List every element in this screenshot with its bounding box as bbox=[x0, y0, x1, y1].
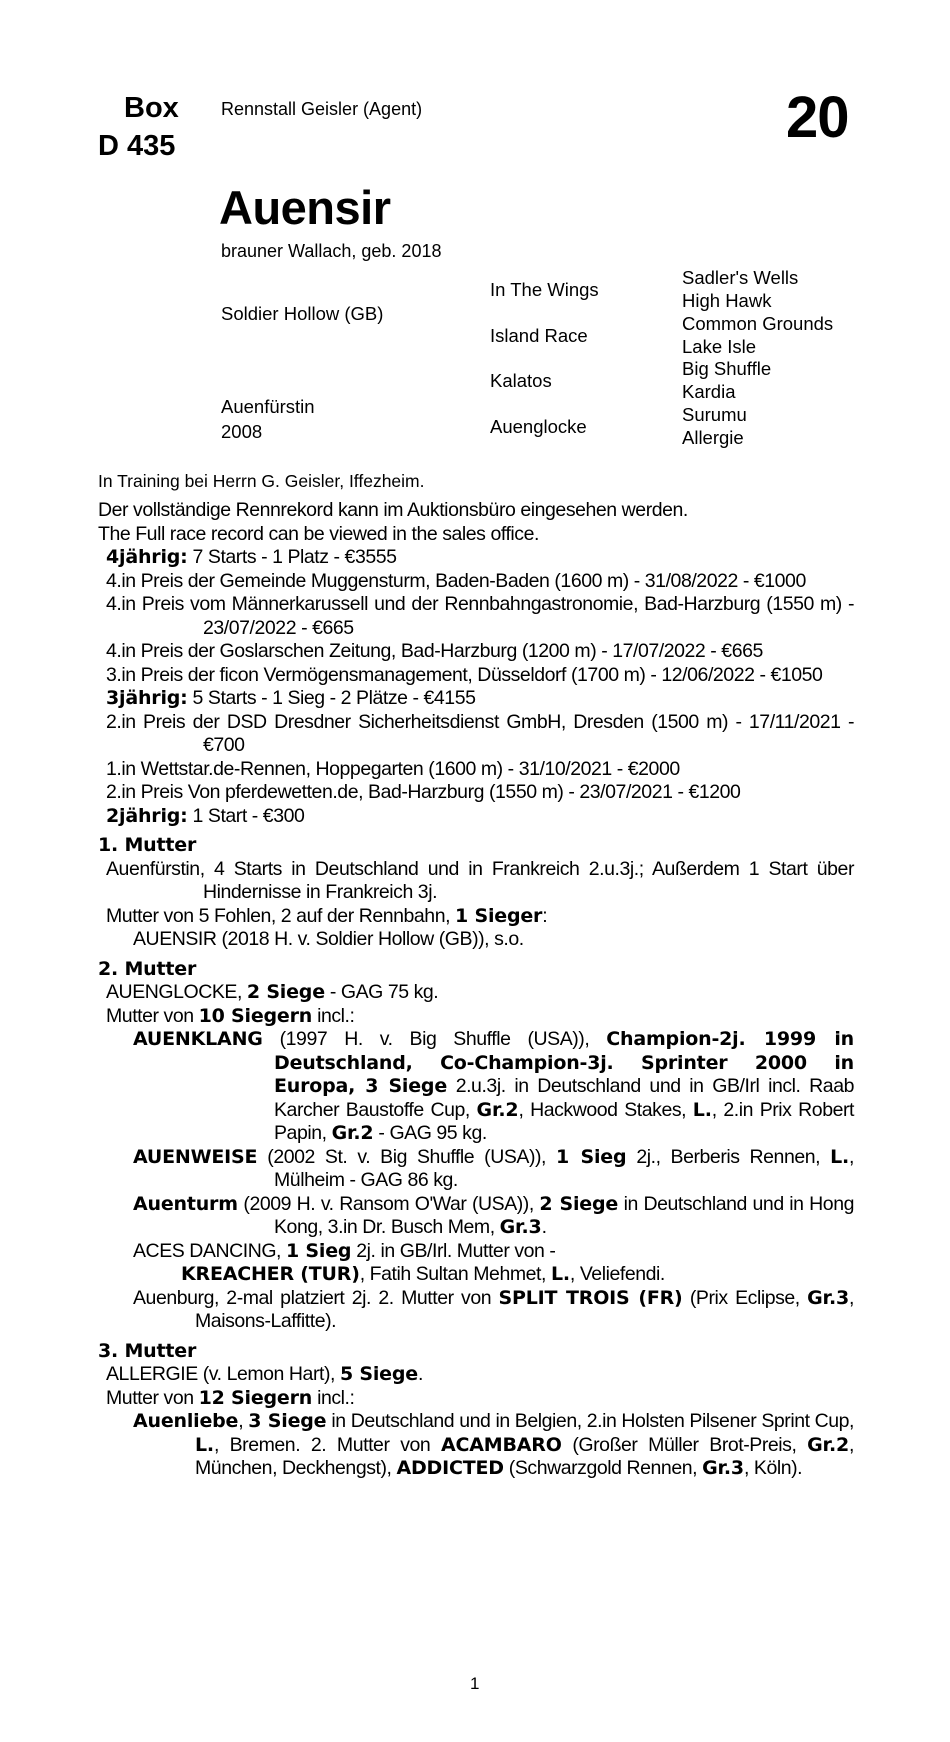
offspring-entry: Auenliebe, 3 Siege in Deutschland und in Belgien, 2.in Holsten Pilsener Sprint Cup, L., Bremen. 2. Mutter von ACAMBARO (Großer Müller Brot-Preis, Gr.2, München, Deckhengst), ADDICTED (Schwarzgold Rennen, Gr.3, Köln). bbox=[133, 1410, 855, 1479]
record-note-en: The Full race record can be viewed in the sales office. bbox=[98, 522, 539, 545]
pedigree-gen3-item: High Hawk bbox=[682, 290, 772, 311]
race-entry: 4.in Preis vom Männerkarussell und der Rennbahngastronomie, Bad-Harzburg (1550 m) - 23/07/2022 - €665 bbox=[106, 593, 854, 639]
first-dam-heading: 1. Mutter bbox=[98, 834, 197, 856]
pedigree-gen3-item: Allergie bbox=[682, 427, 744, 448]
offspring-entry: Auenburg, 2-mal platziert 2j. 2. Mutter von SPLIT TROIS (FR) (Prix Eclipse, Gr.3, Maisons-Laffitte). bbox=[133, 1286, 854, 1332]
page-number: 1 bbox=[470, 1674, 480, 1693]
second-dam-record: AUENGLOCKE, 2 Siege - GAG 75 kg. bbox=[106, 981, 439, 1003]
second-dam-produce: Mutter von 10 Siegern incl.: bbox=[106, 1004, 355, 1027]
age2-summary: 2jährig: 1 Start - €300 bbox=[106, 804, 305, 827]
race-entry: 4.in Preis der Goslarschen Zeitung, Bad-Harzburg (1200 m) - 17/07/2022 - €665 bbox=[106, 640, 763, 662]
pedigree-gen2-item: In The Wings bbox=[490, 279, 599, 300]
pedigree-gen3-item: Surumu bbox=[682, 404, 747, 425]
third-dam-record: ALLERGIE (v. Lemon Hart), 5 Siege. bbox=[106, 1363, 423, 1385]
training-note: In Training bei Herrn G. Geisler, Iffezheim. bbox=[98, 471, 425, 491]
pedigree-sire: Soldier Hollow (GB) bbox=[221, 303, 384, 324]
race-entry: 4.in Preis der Gemeinde Muggensturm, Baden-Baden (1600 m) - 31/08/2022 - €1000 bbox=[106, 569, 806, 592]
first-dam-offspring: AUENSIR (2018 H. v. Soldier Hollow (GB)), s.o. bbox=[133, 928, 524, 950]
box-number: D 435 bbox=[98, 130, 176, 162]
race-entry: 3.in Preis der ficon Vermögensmanagement, Düsseldorf (1700 m) - 12/06/2022 - €1050 bbox=[106, 663, 823, 686]
pedigree-gen3-item: Common Grounds bbox=[682, 313, 834, 334]
offspring-entry: Auenturm (2009 H. v. Ransom O'War (USA)), 2 Siege in Deutschland und in Hong Kong, 3.in Dr. Busch Mem, Gr.3. bbox=[133, 1192, 854, 1238]
offspring-entry: AUENWEISE (2002 St. v. Big Shuffle (USA)), 1 Sieg 2j., Berberis Rennen, L., Mülheim - GAG 86 kg. bbox=[133, 1145, 854, 1191]
first-dam-produce: Mutter von 5 Fohlen, 2 auf der Rennbahn, 1 Sieger: bbox=[106, 904, 548, 927]
pedigree-gen3-item: Big Shuffle bbox=[682, 358, 772, 379]
catalogue-body bbox=[98, 499, 854, 1481]
race-entry: 1.in Wettstar.de-Rennen, Hoppegarten (1600 m) - 31/10/2021 - €2000 bbox=[106, 757, 680, 780]
offspring-entry: AUENKLANG (1997 H. v. Big Shuffle (USA)), Champion-2j. 1999 in Deutschland, Co-Champion-3j. Sprinter 2000 in Europa, 3 Siege 2.u.3j. in Deutschland und in GB/Irl incl. Raab Karcher Baustoffe Cup, Gr.2, Hackwood Stakes, L., 2.in Prix Robert Papin, Gr.2 - GAG 95 kg. bbox=[133, 1028, 854, 1144]
pedigree-gen2-item: Auenglocke bbox=[490, 416, 587, 437]
pedigree-gen3-item: Kardia bbox=[682, 381, 736, 402]
pedigree-dam: Auenfürstin bbox=[221, 396, 315, 417]
offspring-entry: ACES DANCING, 1 Sieg 2j. in GB/Irl. Mutter von - bbox=[133, 1239, 556, 1262]
lot-number: 20 bbox=[786, 85, 849, 150]
race-entry: 2.in Preis der DSD Dresdner Sicherheitsdienst GmbH, Dresden (1500 m) - 17/11/2021 - €700 bbox=[106, 710, 854, 756]
pedigree-gen2-item: Kalatos bbox=[490, 370, 552, 391]
second-dam-heading: 2. Mutter bbox=[98, 957, 197, 980]
agent-name: Rennstall Geisler (Agent) bbox=[221, 99, 423, 119]
record-note-de: Der vollständige Rennrekord kann im Auktionsbüro eingesehen werden. bbox=[98, 499, 688, 521]
third-dam-produce: Mutter von 12 Siegern incl.: bbox=[106, 1386, 355, 1409]
age3-summary: 3jährig: 5 Starts - 1 Sieg - 2 Plätze - €4155 bbox=[106, 687, 476, 709]
pedigree-dam-year: 2008 bbox=[221, 421, 263, 442]
first-dam-record: Auenfürstin, 4 Starts in Deutschland und in Frankreich 2.u.3j.; Außerdem 1 Start über Hindernisse in Frankreich 3j. bbox=[106, 857, 854, 903]
pedigree-gen2-item: Island Race bbox=[490, 325, 588, 346]
age4-summary: 4jährig: 7 Starts - 1 Platz - €3555 bbox=[106, 546, 397, 568]
horse-name: Auensir bbox=[219, 181, 391, 234]
pedigree-gen3-item: Sadler's Wells bbox=[682, 267, 799, 288]
grand-offspring-entry: KREACHER (TUR), Fatih Sultan Mehmet, L., Veliefendi. bbox=[181, 1263, 665, 1285]
pedigree-gen3-item: Lake Isle bbox=[682, 336, 757, 357]
race-entry: 2.in Preis Von pferdewetten.de, Bad-Harzburg (1550 m) - 23/07/2021 - €1200 bbox=[106, 781, 741, 803]
horse-description: brauner Wallach, geb. 2018 bbox=[221, 241, 442, 261]
third-dam-heading: 3. Mutter bbox=[98, 1339, 197, 1362]
box-label: Box bbox=[124, 92, 179, 124]
